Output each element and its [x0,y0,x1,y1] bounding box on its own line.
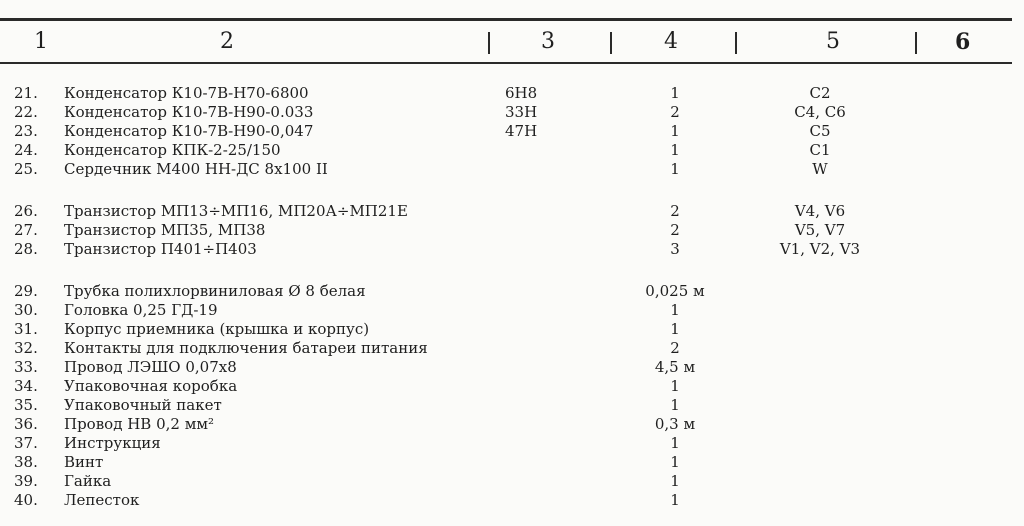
header-col-5: 5 [826,29,840,54]
row-quantity: 1 [670,491,680,509]
table-row [0,84,1024,103]
row-name: Конденсатор К10-7В-Н90-0,047 [64,122,314,140]
row-quantity: 2 [670,221,680,239]
row-number: 27. [14,221,38,239]
table-row [0,396,1024,415]
row-quantity: 2 [670,339,680,357]
table-row [0,377,1024,396]
table-row [0,103,1024,122]
table-row [0,415,1024,434]
table-row [0,141,1024,160]
row-name: Конденсатор К10-7В-Н90-0.033 [64,103,314,121]
row-number: 28. [14,240,38,258]
row-number: 33. [14,358,38,376]
row-number: 34. [14,377,38,395]
table-header [0,26,1024,58]
row-quantity: 3 [670,240,680,258]
row-name: Упаковочная коробка [64,377,238,395]
row-name: Провод ЛЭШО 0,07х8 [64,358,237,376]
row-reference: V1, V2, V3 [779,240,861,258]
row-quantity: 1 [670,160,680,178]
row-name: Сердечник М400 НН-ДС 8х100 II [64,160,328,178]
header-divider [915,32,917,54]
row-name: Транзистор МП35, МП38 [64,221,266,239]
row-value: 33Н [505,103,538,121]
row-number: 26. [14,202,38,220]
row-number: 21. [14,84,38,102]
row-value: 6Н8 [505,84,538,102]
row-name: Конденсатор К10-7В-Н70-6800 [64,84,309,102]
row-number: 32. [14,339,38,357]
row-name: Провод НВ 0,2 мм² [64,415,215,433]
row-reference: С1 [809,141,831,159]
row-name: Инструкция [64,434,161,452]
row-reference: W [812,160,828,178]
header-col-1: 1 [34,29,48,54]
row-value: 47Н [505,122,538,140]
row-quantity: 1 [670,434,680,452]
table-row [0,240,1024,259]
row-number: 40. [14,491,38,509]
table-row [0,472,1024,491]
row-reference: С5 [809,122,831,140]
row-reference: С2 [809,84,831,102]
header-col-3: 3 [541,29,555,54]
header-divider [488,32,490,54]
row-reference: С4, С6 [794,103,846,121]
row-reference: V5, V7 [794,221,846,239]
table-row [0,160,1024,179]
table-row [0,453,1024,472]
row-name: Упаковочный пакет [64,396,222,414]
row-quantity: 1 [670,320,680,338]
row-number: 29. [14,282,38,300]
table-row [0,202,1024,221]
row-quantity: 1 [670,84,680,102]
row-name: Корпус приемника (крышка и корпус) [64,320,370,338]
table-row [0,122,1024,141]
row-name: Головка 0,25 ГД-19 [64,301,218,319]
header-divider [610,32,612,54]
table-row [0,301,1024,320]
row-name: Транзистор МП13÷МП16, МП20А÷МП21Е [64,202,408,220]
row-name: Контакты для подключения батареи питания [64,339,428,357]
row-number: 36. [14,415,38,433]
table-row [0,434,1024,453]
row-name: Винт [64,453,104,471]
table-row [0,491,1024,510]
row-number: 37. [14,434,38,452]
table-row [0,339,1024,358]
row-quantity: 0,025 м [645,282,705,300]
row-name: Транзистор П401÷П403 [64,240,257,258]
row-number: 24. [14,141,38,159]
row-quantity: 1 [670,472,680,490]
row-number: 31. [14,320,38,338]
header-divider [735,32,737,54]
row-reference: V4, V6 [794,202,846,220]
header-col-2: 2 [220,29,234,54]
table-row [0,221,1024,240]
row-number: 35. [14,396,38,414]
row-quantity: 2 [670,103,680,121]
row-quantity: 1 [670,122,680,140]
header-col-6: 6 [955,29,971,55]
row-quantity: 2 [670,202,680,220]
table-header-rule [0,62,1012,64]
row-number: 22. [14,103,38,121]
row-name: Лепесток [64,491,140,509]
row-name: Конденсатор КПК-2-25/150 [64,141,281,159]
row-name: Гайка [64,472,112,490]
row-quantity: 0,3 м [654,415,696,433]
row-name: Трубка полихлорвиниловая Ø 8 белая [64,282,366,300]
row-quantity: 4,5 м [654,358,696,376]
row-number: 38. [14,453,38,471]
row-number: 25. [14,160,38,178]
table-row [0,358,1024,377]
row-quantity: 1 [670,141,680,159]
row-quantity: 1 [670,453,680,471]
row-quantity: 1 [670,377,680,395]
row-quantity: 1 [670,396,680,414]
row-number: 30. [14,301,38,319]
header-col-4: 4 [664,29,678,54]
table-row [0,320,1024,339]
table-top-rule [0,18,1012,21]
table-row [0,282,1024,301]
row-quantity: 1 [670,301,680,319]
row-number: 23. [14,122,38,140]
row-number: 39. [14,472,38,490]
